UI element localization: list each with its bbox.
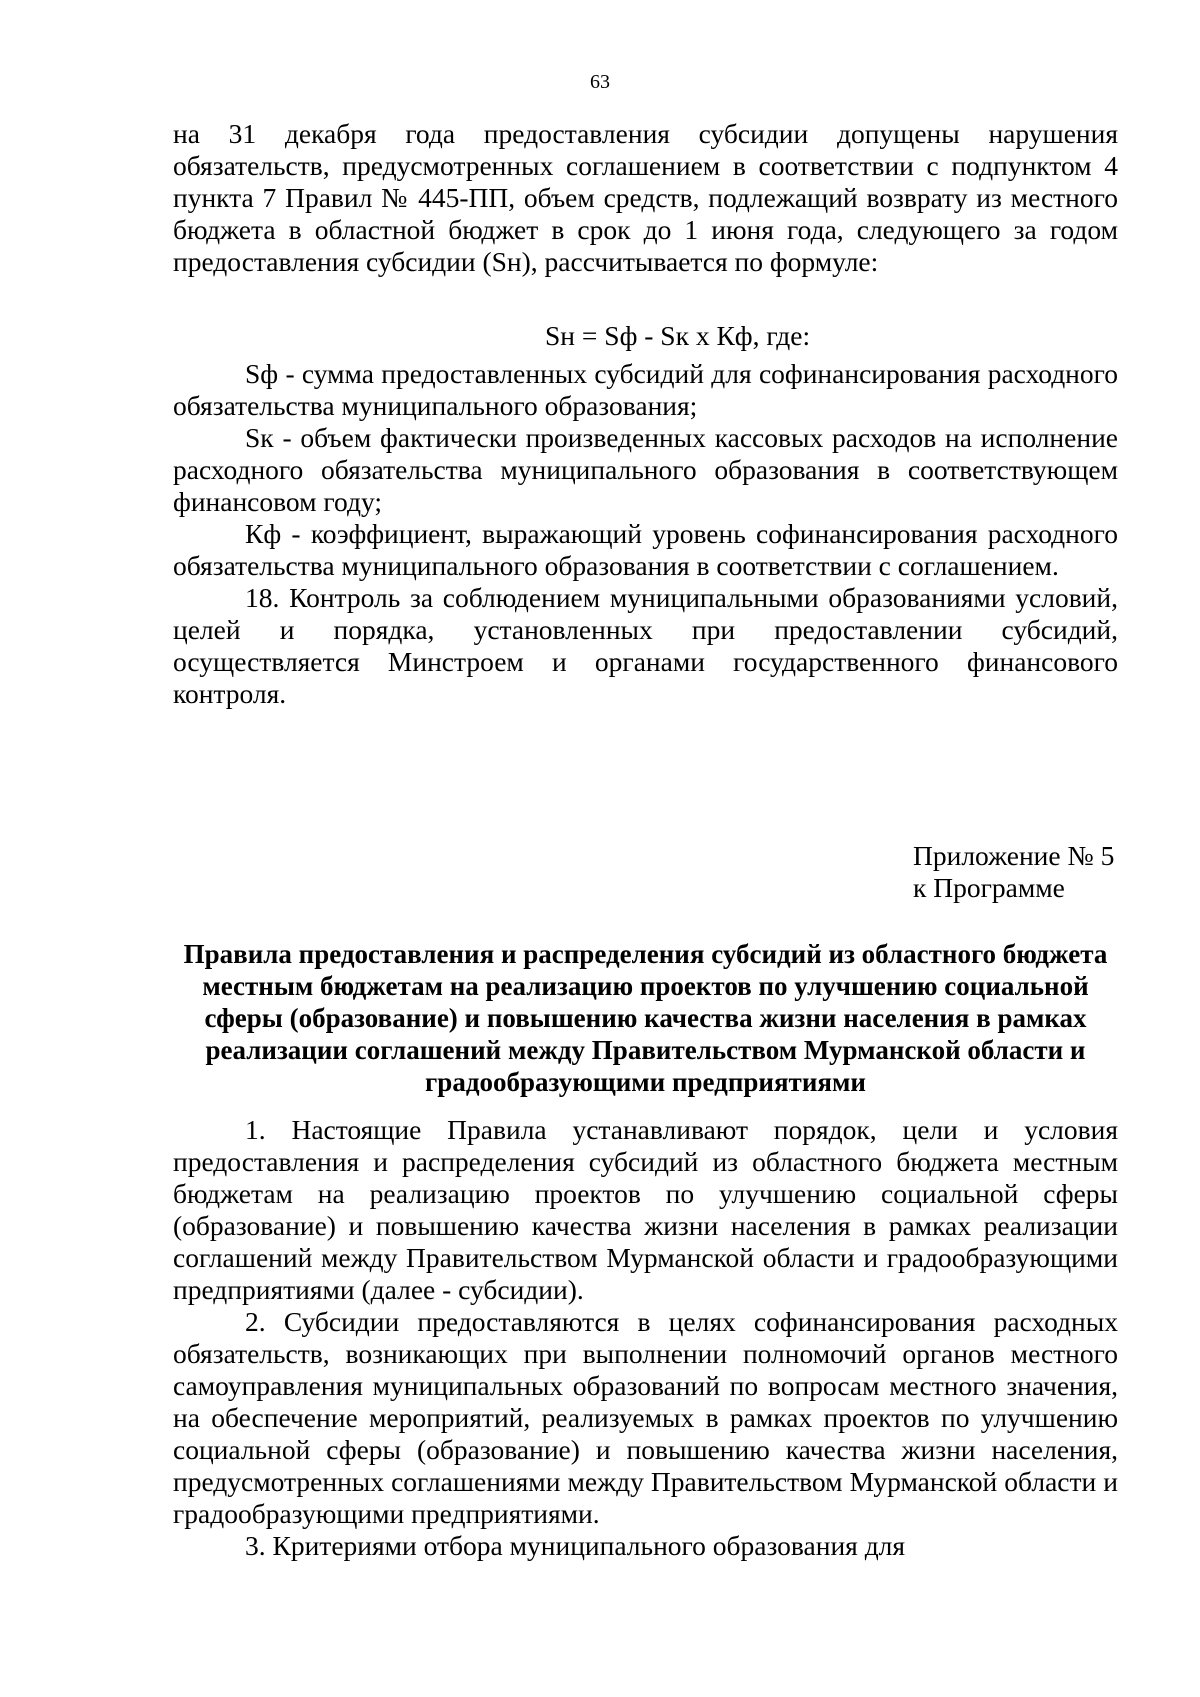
item-18: 18. Контроль за соблюдением муниципальными образованиями условий, целей и порядка, установленных при предоставлении субсидий, осуществляется Минстроем и органами государственного финансового контроля. — [173, 582, 1118, 709]
appendix-reference — [913, 840, 1114, 904]
definition-sf: Sф - сумма предоставленных субсидий для софинансирования расходного обязательства муниципального образования; — [173, 358, 1118, 421]
appendix-line-1: Приложение № 5 — [913, 840, 1115, 871]
definitions-section — [173, 358, 1118, 710]
rule-item-2: 2. Субсидии предоставляются в целях софинансирования расходных обязательств, возникающих при выполнении полномочий органов местного самоуправления муниципальных образований по вопросам местного значения, на обеспечение мероприятий, реализуемых в рамках проектов по улучшению социальной сферы (образование) и повышению качества жизни населения, предусмотренных соглашениями между Правительством Мурманской области и градообразующими предприятиями. — [173, 1306, 1118, 1529]
definition-kf: Кф - коэффициент, выражающий уровень софинансирования расходного обязательства муниципального образования в соответствии с соглашением. — [173, 518, 1118, 581]
intro-paragraph: на 31 декабря года предоставления субсидии допущены нарушения обязательств, предусмотренных соглашением в соответствии с подпунктом 4 пункта 7 Правил № 445-ПП, объем средств, подлежащий возврату из местного бюджета в областной бюджет в срок до 1 июня года, следующего за годом предоставления субсидии (Sн), рассчитывается по формуле: — [173, 118, 1118, 277]
appendix-line-2: к Программе — [913, 872, 1065, 903]
page-number: 63 — [590, 71, 610, 93]
intro-section — [173, 118, 1118, 278]
rule-item-1: 1. Настоящие Правила устанавливают порядок, цели и условия предоставления и распределения субсидий из областного бюджета местным бюджетам на реализацию проектов по улучшению социальной сферы (образование) и повышению качества жизни населения в рамках реализации соглашений между Правительством Мурманской области и градообразующими предприятиями (далее - субсидии). — [173, 1114, 1118, 1305]
definition-sk: Sк - объем фактически произведенных кассовых расходов на исполнение расходного обязательства муниципального образования в соответствующем финансовом году; — [173, 422, 1118, 517]
rules-title: Правила предоставления и распределения субсидий из областного бюджета местным бюджетам на реализацию проектов по улучшению социальной сферы (образование) и повышению качества жизни населения в рамках реализации соглашений между Правительством Мурманской области и градообразующими предприятиями — [183, 939, 1108, 1097]
rules-section — [173, 1114, 1118, 1562]
formula: Sн = Sф - Sк x Кф, где: — [545, 320, 811, 351]
rule-item-3: 3. Критериями отбора муниципального образования для — [245, 1530, 906, 1561]
